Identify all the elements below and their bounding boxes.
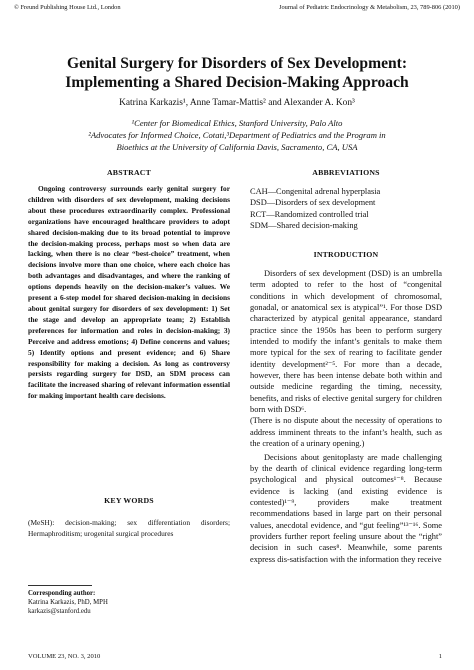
keywords-section	[28, 518, 230, 539]
keywords-body: (MeSH): decision-making; sex differentiation disorders; Hermaphroditism; urogenital surgical procedures	[28, 518, 230, 538]
affiliations	[40, 117, 434, 153]
intro-paragraph-2: (There is no dispute about the necessity of operations to address imminent threats to the infant’s health, such as the creation of a urinary opening.)	[250, 416, 442, 449]
abbreviation-item: CAH—Congenital adrenal hyperplasia	[250, 187, 381, 196]
author-list: Katrina Karkazis¹, Anne Tamar-Mattis² and Alexander A. Kon³	[119, 98, 355, 108]
volume-info: VOLUME 23, NO. 3, 2010	[28, 653, 101, 660]
abbreviation-item: RCT—Randomized controlled trial	[250, 209, 369, 219]
abbreviations-list	[250, 186, 442, 232]
publisher-notice: © Freund Publishing House Ltd., London	[14, 4, 121, 11]
correspondence-name: Katrina Karkazis, PhD, MPH	[28, 599, 108, 607]
correspondence-rule	[28, 585, 92, 586]
intro-paragraph-3: Decisions about genitoplasty are made challenging by the dearth of clinical evidence regarding long-term psychological and physical outcomes¹⁻⁸. Because evidence is lacking (and existing evidence is contested)¹⁻⁹, providers make treatment recommendations based in large part on their personal values, anecdotal evidence, and “gut feeling”¹³⁻¹⁶. Some providers further report feeling unsure about the “right” decision in such cases⁸. Meanwhile, some parents express dis-satisfaction with the information they receive	[250, 452, 442, 564]
correspondence-label: Corresponding author:	[28, 590, 96, 597]
correspondence-block	[28, 585, 230, 617]
affiliation-line-3: Bioethics at the University of California Davis, Sacramento, CA, USA	[116, 142, 358, 152]
abbreviation-item: SDM—Shared decision-making	[250, 221, 358, 231]
abstract-section	[28, 184, 230, 402]
abstract-heading-wrap	[28, 168, 230, 177]
journal-citation: Journal of Pediatric Endocrinology & Metabolism, 23, 789-806 (2010)	[278, 4, 460, 11]
running-header	[14, 4, 460, 11]
affiliation-line-1: ¹Center for Biomedical Ethics, Stanford University, Palo Alto	[131, 118, 343, 128]
introduction-section	[250, 268, 442, 565]
abstract-heading: ABSTRACT	[106, 168, 152, 177]
page-footer	[28, 653, 442, 660]
abbreviations-heading: ABBREVIATIONS	[312, 168, 380, 177]
abstract-body: Ongoing controversy surrounds early genital surgery for children with disorders of sex development, making decisions about these procedures extraordinarily complex. Professional organizations have encouraged healthcare providers to adopt shared decision-making due to its broad potential to improve the decision-making process, perhaps most so when data are lacking, when there is no clear “best-choice” treatment, when decisions involve more than one choice, where each choice has both advantages and disadvantages, and where the ranking of options depends heavily on the decision-maker’s values. We present a 6-step model for shared decision-making in decisions about genital surgery for disorders of sex development: 1) Set the stage and develop an appropriate team; 2) Establish preferences for information and roles in decision-making; 3) Perceive and address emotions; 4) Define concerns and values; 5) Identify options and present evidence; and 6) Share responsibility for making a decision. As long as controversy persists regarding surgery for DSD, an SDM process can facilitate the increased sharing of relevant information essential for making important health care decisions.	[28, 184, 230, 401]
abbreviations-heading-wrap	[250, 168, 442, 177]
abbreviation-item: DSD—Disorders of sex development	[250, 198, 376, 208]
introduction-heading: INTRODUCTION	[313, 250, 379, 259]
keywords-heading-wrap	[28, 496, 230, 505]
intro-paragraph-1: Disorders of sex development (DSD) is an umbrella term adopted to refer to the host of “congenital conditions in which development of chromosomal, gonadal, or anatomical sex is atypical”¹. For those DSD characterized by atypical genital appearance, standard practice since the 1950s has been to perform surgery intended to modify the infant’s genitals to make them more typical for the sex of rearing to facilitate gender identity development²⁻⁵. For more than a decade, however, there has been intense debate both within and outside medicine regarding the timing, necessity, benefits, and risks of elective genital surgery for children born with DSD⁶.	[250, 269, 442, 415]
article-title	[20, 54, 454, 92]
correspondence-email[interactable]: karkazis@stanford.edu	[28, 608, 91, 616]
page-number: 1	[438, 653, 442, 660]
title-line-2: Implementing a Shared Decision-Making Approach	[65, 74, 409, 91]
affiliation-line-2: ²Advocates for Informed Choice, Cotati,³Department of Pediatrics and the Program in	[88, 130, 386, 140]
introduction-heading-wrap	[250, 250, 442, 259]
title-line-1: Genital Surgery for Disorders of Sex Development:	[66, 55, 408, 72]
keywords-heading: KEY WORDS	[104, 496, 154, 505]
